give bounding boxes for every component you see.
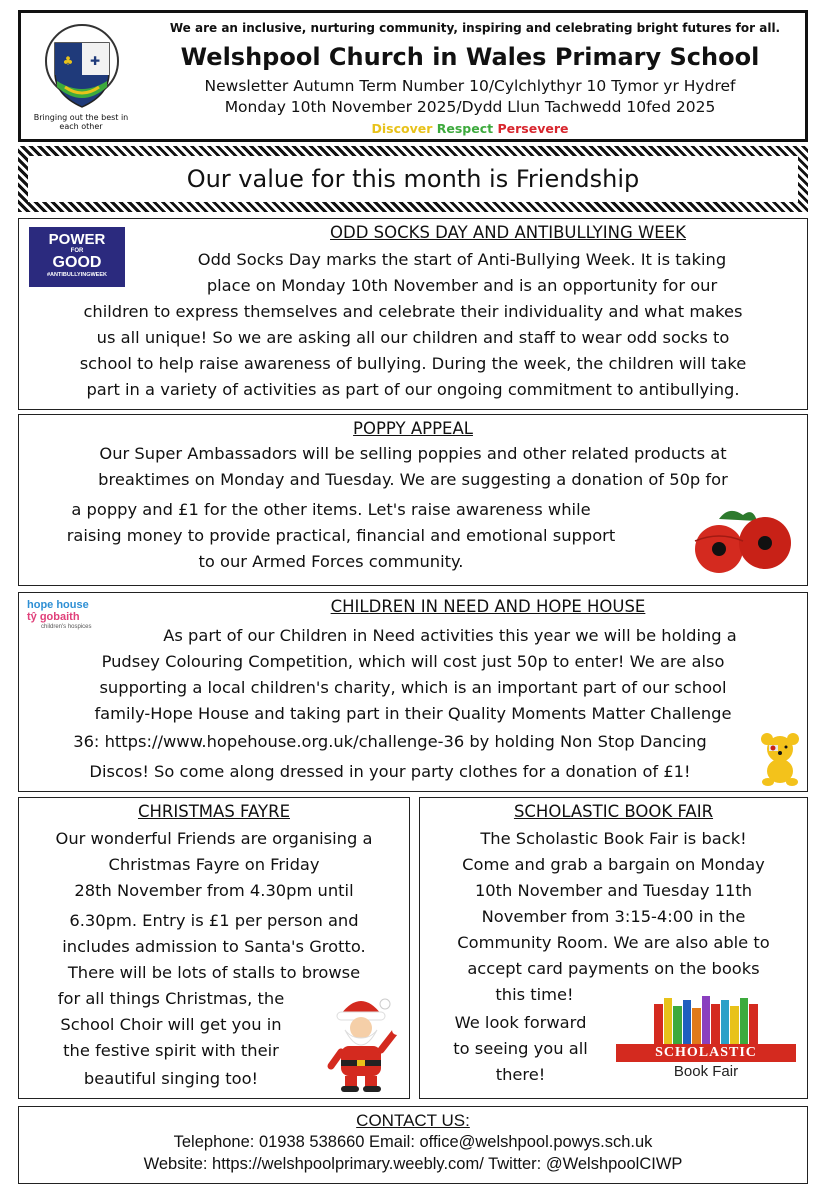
christmas-line: beautiful singing too! xyxy=(83,1069,259,1088)
christmas-line: There will be lots of stalls to browse xyxy=(67,963,361,982)
christmas-line: Our wonderful Friends are organising a xyxy=(55,829,373,848)
cin-line: family-Hope House and taking part in their Quality Moments Matter Challenge xyxy=(94,704,732,723)
book-fair-line: to seeing you all xyxy=(453,1039,588,1058)
scholastic-book-fair-section xyxy=(419,797,808,1099)
pudsey-bear-icon xyxy=(757,731,803,787)
book-fair-line: November from 3:15-4:00 in the xyxy=(481,907,746,926)
poppy-line: Our Super Ambassadors will be selling poppies and other related products at xyxy=(99,444,727,463)
value-of-month-banner xyxy=(18,146,808,212)
newsletter-number: Newsletter Autumn Term Number 10/Cylchlythyr 10 Tymor yr Hydref xyxy=(204,77,736,95)
christmas-fayre-section xyxy=(18,797,410,1099)
book-fair-line: Community Room. We are also able to xyxy=(457,933,770,952)
odd-socks-line: children to express themselves and celebrate their individuality and what makes xyxy=(83,302,743,321)
christmas-line: 28th November from 4.30pm until xyxy=(74,881,354,900)
poppy-appeal-section xyxy=(18,414,808,586)
poppy-line: a poppy and £1 for the other items. Let's raise awareness while xyxy=(71,500,591,519)
book-fair-line: 10th November and Tuesday 11th xyxy=(474,881,753,900)
christmas-line: 6.30pm. Entry is £1 per person and xyxy=(69,911,359,930)
poppy-icon xyxy=(679,501,799,577)
children-in-need-title: CHILDREN IN NEED AND HOPE HOUSE xyxy=(330,597,646,616)
poppy-line: to our Armed Forces community. xyxy=(198,552,464,571)
scholastic-banner: SCHOLASTIC xyxy=(616,1044,796,1062)
odd-socks-line: school to help raise awareness of bullying. During the week, the children will take xyxy=(79,354,747,373)
value-of-month-text: Our value for this month is Friendship xyxy=(28,156,798,202)
power-for-good-logo: POWER FOR GOOD #ANTIBULLYINGWEEK xyxy=(29,227,125,287)
poppy-line: raising money to provide practical, financial and emotional support xyxy=(66,526,616,545)
svg-text:✚: ✚ xyxy=(89,54,101,68)
value-persevere: Persevere xyxy=(497,121,569,136)
christmas-fayre-title: CHRISTMAS FAYRE xyxy=(137,802,290,821)
book-fair-line: We look forward xyxy=(454,1013,587,1032)
book-fair-line: there! xyxy=(495,1065,546,1084)
odd-socks-line: place on Monday 10th November and is an opportunity for our xyxy=(206,276,718,295)
scholastic-book-fair-logo xyxy=(616,994,796,1086)
contact-title: CONTACT US: xyxy=(356,1111,470,1130)
school-values xyxy=(139,121,801,136)
newsletter-header xyxy=(18,10,808,142)
newsletter-date: Monday 10th November 2025/Dydd Llun Tachwedd 10fed 2025 xyxy=(224,98,716,116)
odd-socks-section xyxy=(18,218,808,410)
christmas-line: Christmas Fayre on Friday xyxy=(108,855,320,874)
odd-socks-line: Odd Socks Day marks the start of Anti-Bullying Week. It is taking xyxy=(197,250,727,269)
christmas-line: includes admission to Santa's Grotto. xyxy=(62,937,366,956)
cin-line: supporting a local children's charity, which is an important part of our school xyxy=(99,678,727,697)
book-fair-line: accept card payments on the books xyxy=(467,959,760,978)
book-fair-line: The Scholastic Book Fair is back! xyxy=(480,829,747,848)
value-discover: Discover xyxy=(371,121,433,136)
book-fair-line: this time! xyxy=(495,985,574,1004)
santa-icon xyxy=(317,990,405,1094)
odd-socks-line: us all unique! So we are asking all our children and staff to wear odd socks to xyxy=(96,328,730,347)
contact-phone-email: Telephone: 01938 538660 Email: office@welshpool.powys.sch.uk xyxy=(173,1133,653,1151)
cin-line: As part of our Children in Need activities this year we will be holding a xyxy=(163,626,737,645)
crest-tagline: Bringing out the best in each other xyxy=(33,113,129,131)
book-fair-line: Come and grab a bargain on Monday xyxy=(462,855,765,874)
school-name: Welshpool Church in Wales Primary School xyxy=(180,43,760,71)
children-in-need-section xyxy=(18,592,808,792)
school-motto: We are an inclusive, nurturing community, inspiring and celebrating bright futures for all. xyxy=(169,21,781,35)
odd-socks-title: ODD SOCKS DAY AND ANTIBULLYING WEEK xyxy=(330,223,686,242)
odd-socks-line: part in a variety of activities as part of our ongoing commitment to antibullying. xyxy=(86,380,740,399)
value-respect: Respect xyxy=(436,121,494,136)
christmas-line: the festive spirit with their xyxy=(63,1041,279,1060)
book-fair-logo-text: Book Fair xyxy=(673,1063,739,1080)
cin-line: 36: https://www.hopehouse.org.uk/challenge-36 by holding Non Stop Dancing xyxy=(73,732,707,751)
poppy-line: breaktimes on Monday and Tuesday. We are suggesting a donation of 50p for xyxy=(98,470,728,489)
hope-house-logo: hope house tŷ gobaith children's hospices xyxy=(27,599,92,630)
contact-website-twitter: Website: https://welshpoolprimary.weebly.com/ Twitter: @WelshpoolCIWP xyxy=(143,1155,683,1173)
books-icon xyxy=(652,994,762,1044)
contact-section xyxy=(18,1106,808,1184)
cin-line: Discos! So come along dressed in your party clothes for a donation of £1! xyxy=(89,762,691,781)
svg-text:♣: ♣ xyxy=(62,54,74,68)
book-fair-title: SCHOLASTIC BOOK FAIR xyxy=(513,802,714,821)
christmas-line: School Choir will get you in xyxy=(60,1015,282,1034)
poppy-appeal-title: POPPY APPEAL xyxy=(353,419,473,438)
christmas-line: for all things Christmas, the xyxy=(57,989,285,1008)
cin-line: Pudsey Colouring Competition, which will cost just 50p to enter! We are also xyxy=(101,652,725,671)
